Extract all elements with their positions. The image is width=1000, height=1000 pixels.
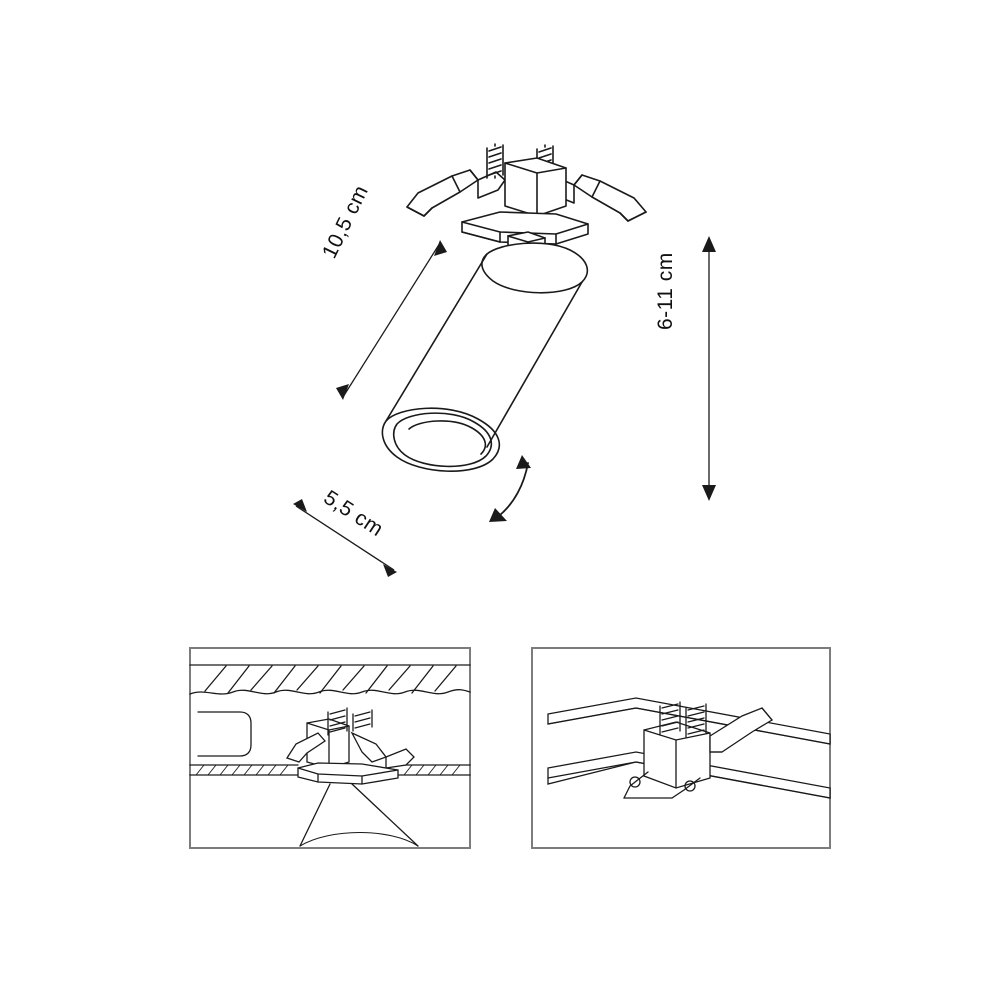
panel-ceiling-section <box>190 648 470 848</box>
dimension-label-height: 6-11 cm <box>654 252 677 330</box>
panel-track-mount <box>532 648 830 848</box>
dimension-label-length: 10,5 cm <box>318 181 373 263</box>
dimension-label-width: 5,5 cm <box>319 486 388 542</box>
